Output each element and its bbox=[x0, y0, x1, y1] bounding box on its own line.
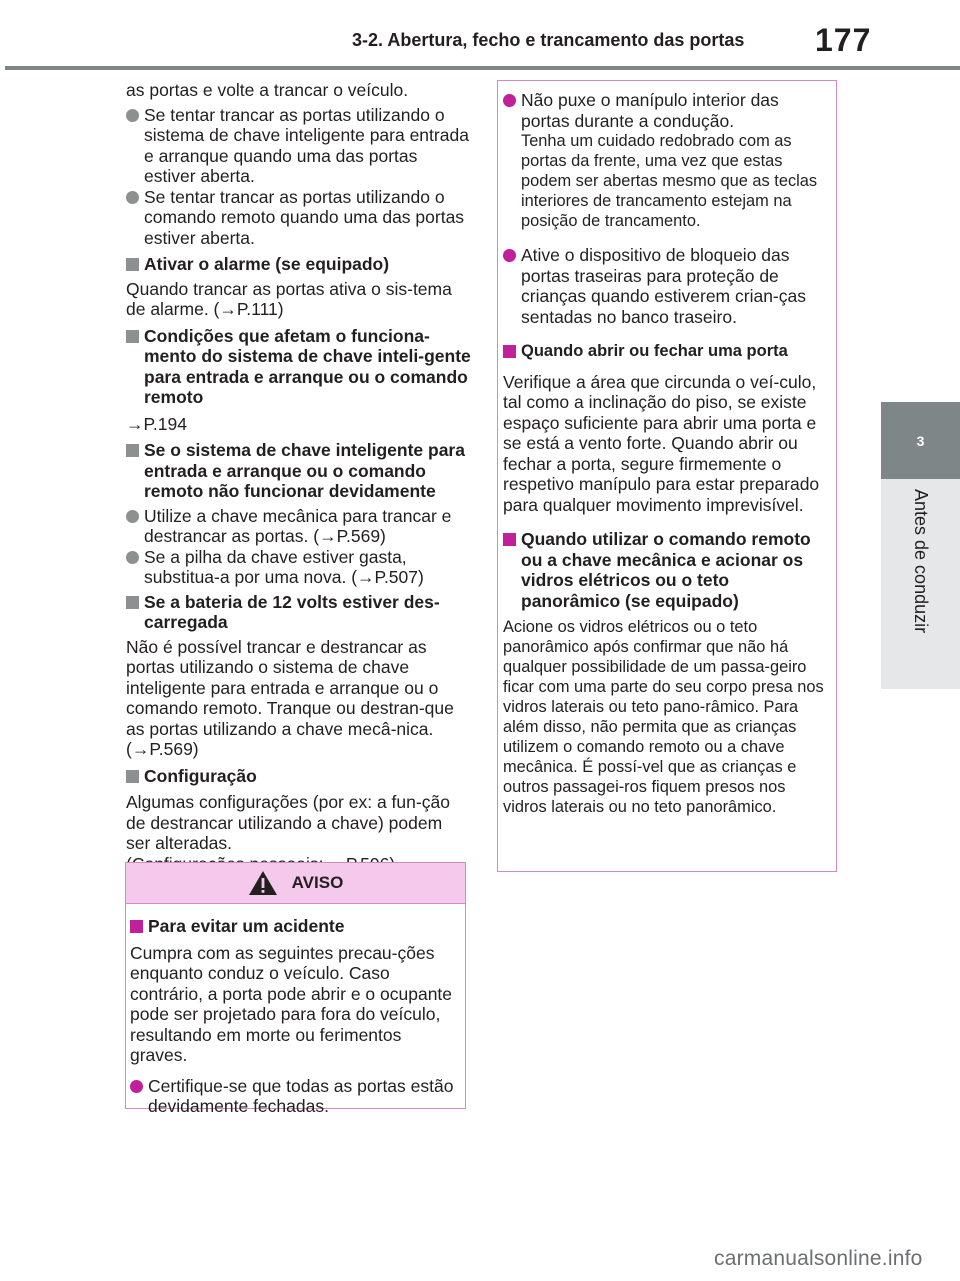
heading-open-door: Quando abrir ou fechar uma porta bbox=[503, 341, 830, 362]
square-marker-icon bbox=[503, 533, 516, 546]
heading-configuration: Configuração bbox=[126, 766, 471, 787]
square-marker-icon bbox=[126, 770, 139, 783]
header-divider bbox=[5, 66, 960, 70]
warning-triangle-icon bbox=[248, 870, 278, 896]
heading-alarm: Ativar o alarme (se equipado) bbox=[126, 254, 471, 275]
alarm-text: Quando trancar as portas ativa o sis-tema de alarme. (→P.111) bbox=[126, 278, 452, 319]
configuration-text: Algumas configurações (por ex: a fun-ção de destrancar utilizando a chave) podem ser alteradas. bbox=[126, 792, 450, 853]
list-item: Não puxe o manípulo interior das portas durante a condução. Tenha um cuidado redobrado com as portas da frente, uma vez que estas podem ser abertas mesmo que as teclas interiores de trancamento estejam na posição de trancamento. bbox=[503, 90, 830, 231]
bullet-icon bbox=[126, 191, 139, 204]
open-door-text: Verifique a área que circunda o veí-culo, tal como a inclinação do piso, se existe espaço suficiente para abrir uma porta e se está a vento forte. Quando abrir ou fechar a porta, segure firmemente o respetivo manípulo para estar preparado para qualquer movimento imprevisível. bbox=[503, 371, 820, 515]
left-column bbox=[126, 80, 471, 874]
intro-text: as portas e volte a trancar o veículo. bbox=[126, 80, 409, 100]
square-marker-icon bbox=[126, 444, 139, 457]
bullet-icon bbox=[503, 249, 516, 262]
heading-malfunction: Se o sistema de chave inteligente para entrada e arranque ou o comando remoto não funcionar devidamente bbox=[126, 440, 471, 502]
list-item: Se tentar trancar as portas utilizando o comando remoto quando uma das portas estiver aberta. bbox=[126, 187, 471, 249]
battery-text: Não é possível trancar e destrancar as portas utilizando o sistema de chave inteligente para entrada e arranque ou o comando remoto. Tranque ou destran-que as portas utilizando a chave mecâ-nica. (→P.569) bbox=[126, 636, 454, 759]
warning-text: Cumpra com as seguintes precau-ções enquanto conduz o veículo. Caso contrário, a porta pode abrir e o ocupante pode ser projetado para fora do veículo, resultando em morte ou ferimentos graves. bbox=[130, 942, 453, 1065]
heading-conditions: Condições que afetam o funciona-mento do sistema de chave inteli-gente para entrada e arranque ou o comando remoto bbox=[126, 326, 471, 408]
list-item: Se a pilha da chave estiver gasta, substitua-a por uma nova. (→P.507) bbox=[126, 547, 471, 588]
conditions-reference[interactable]: →P.194 bbox=[126, 413, 187, 434]
square-marker-icon bbox=[126, 330, 139, 343]
square-marker-icon bbox=[130, 920, 143, 933]
section-title: 3-2. Abertura, fecho e trancamento das portas bbox=[352, 30, 745, 50]
watermark: carmanualsonline.info bbox=[714, 1247, 923, 1270]
warning-content bbox=[126, 904, 465, 1117]
bullet-icon bbox=[126, 510, 139, 523]
heading-windows: Quando utilizar o comando remoto ou a chave mecânica e acionar os vidros elétricos ou o teto panorâmico (se equipado) bbox=[503, 529, 830, 611]
warning-header bbox=[126, 863, 465, 904]
bullet-icon bbox=[126, 109, 139, 122]
square-marker-icon bbox=[126, 596, 139, 609]
bullet-icon bbox=[126, 551, 139, 564]
warning-continued-box bbox=[497, 80, 837, 872]
bullet-detail: Tenha um cuidado redobrado com as portas da frente, uma vez que estas podem ser abertas mesmo que as teclas interiores de trancamento estejam na posição de trancamento. bbox=[521, 132, 818, 230]
warning-label: AVISO bbox=[291, 873, 344, 892]
warning-continued-content bbox=[498, 81, 836, 817]
chapter-tab-number[interactable]: 3 bbox=[881, 402, 960, 479]
windows-text: Acione os vidros elétricos ou o teto panorâmico após confirmar que não há qualquer possibilidade de um passa-geiro ficar com uma parte do seu corpo presa nos vidros laterais ou teto pano-râmico. Para além disso, não permita que as crianças utilizem o comando remoto ou a chave mecânica. É possí-vel que as crianças e outros passagei-ros fiquem presos nos vidros laterais ou no teto panorâmico. bbox=[503, 618, 824, 816]
heading-battery: Se a bateria de 12 volts estiver des-carregada bbox=[126, 592, 471, 633]
warning-heading: Para evitar um acidente bbox=[130, 916, 459, 937]
list-item: Se tentar trancar as portas utilizando o sistema de chave inteligente para entrada e arranque quando uma das portas estiver aberta. bbox=[126, 105, 471, 187]
list-item: Utilize a chave mecânica para trancar e destrancar as portas. (→P.569) bbox=[126, 506, 471, 547]
square-marker-icon bbox=[126, 258, 139, 271]
chapter-tab-label: Antes de conduzir bbox=[911, 489, 931, 634]
list-item: Ative o dispositivo de bloqueio das portas traseiras para proteção de crianças quando estiverem crian-ças sentadas no banco traseiro. bbox=[503, 245, 830, 327]
bullet-icon bbox=[503, 94, 516, 107]
page-number: 177 bbox=[815, 22, 872, 58]
warning-box bbox=[125, 862, 466, 1116]
list-item: Certifique-se que todas as portas estão devidamente fechadas. bbox=[130, 1076, 459, 1117]
bullet-icon bbox=[130, 1080, 143, 1093]
square-marker-icon bbox=[503, 345, 516, 358]
